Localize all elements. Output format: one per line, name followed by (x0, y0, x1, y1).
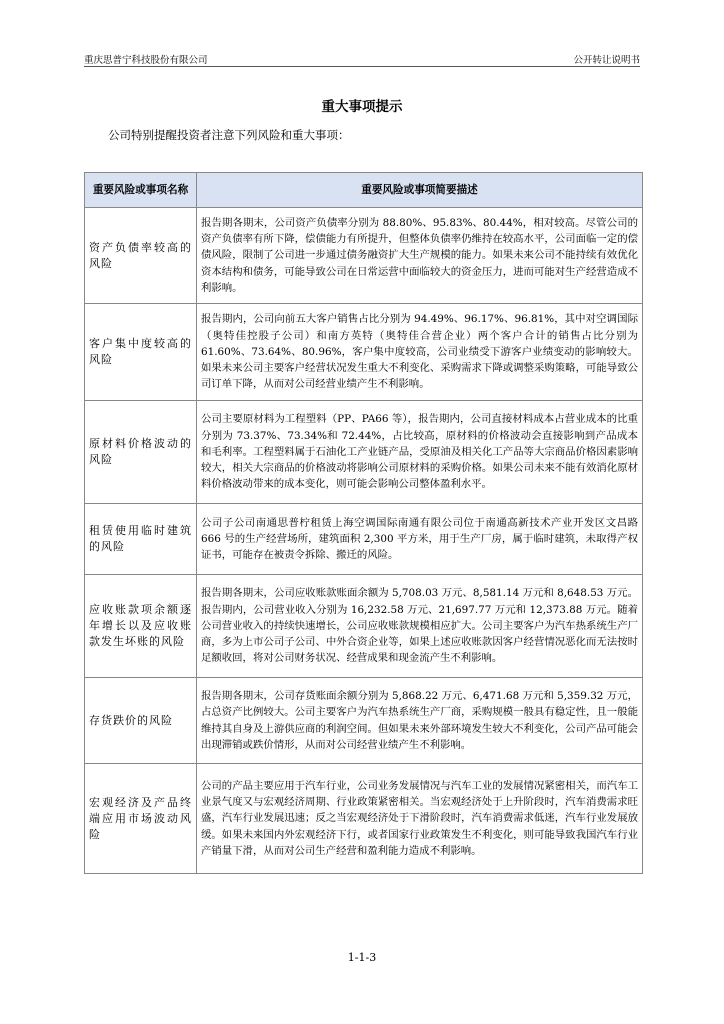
intro-text: 公司特别提醒投资者注意下列风险和重大事项： (108, 128, 350, 142)
risk-description: 报告期各期末，公司资产负债率分别为 88.80%、95.83%、80.44%，相对较高。尽管公司的资产负债率有所下降，偿债能力有所提升，但整体负债率仍维持在较高水平，公司面临一定的偿债风险，限制了公司进一步通过债务融资扩大生产规模的能力。如果未来公司不能持续有效优化资本结构和债务，可能导致公司在日常运营中面临较大的资金压力，进而可能对生产经营造成不利影响。 (197, 208, 643, 304)
table-row (85, 504, 643, 575)
table-header-row (85, 173, 643, 208)
header-company-name: 重庆思普宁科技股份有限公司 (84, 55, 208, 66)
column-header-name: 重要风险或事项名称 (85, 173, 197, 208)
risk-description: 公司的产品主要应用于汽车行业，公司业务发展情况与汽车工业的发展情况紧密相关，而汽车工业景气度又与宏观经济周期、行业政策紧密相关。当宏观经济处于上升阶段时，汽车消费需求旺盛，汽车行业发展迅速；反之当宏观经济处于下滑阶段时，汽车消费需求低迷，汽车行业发展放缓。如果未来国内外宏观经济下行，或者国家行业政策发生不利变化，则可能导致我国汽车行业产销量下滑，从而对公司生产经营和盈利能力造成不利影响。 (197, 764, 643, 874)
page-header (84, 52, 640, 67)
header-document-type: 公开转让说明书 (573, 55, 640, 66)
table-row (85, 401, 643, 504)
risk-name: 存货跌价的风险 (85, 678, 197, 764)
table-row (85, 304, 643, 401)
table-row (85, 764, 643, 874)
risk-description: 报告期各期末，公司存货账面余额分别为 5,868.22 万元、6,471.68 万元和 5,359.32 万元，占总资产比例较大。公司主要客户为汽车热系统生产厂商，采购规模一般具有稳定性，且一般能维持其自身及上游供应商的利润空间。但如果未来外部环境发生较大不利变化，公司产品可能会出现滞销或跌价情形，从而对公司经营业绩产生不利影响。 (197, 678, 643, 764)
column-header-description: 重要风险或事项简要描述 (197, 173, 643, 208)
table-row (85, 678, 643, 764)
table-row (85, 575, 643, 678)
risk-description: 报告期内，公司向前五大客户销售占比分别为 94.49%、96.17%、96.81%，其中对空调国际（奥特佳控股子公司）和南方英特（奥特佳合营企业）两个客户合计的销售占比分别为 61.60%、73.64%、80.96%，客户集中度较高，公司业绩受下游客户业绩变动的影响较大。如果未来公司主要客户经营状况发生重大不利变化、采购需求下降或调整采购策略，可能导致公司订单下降，从而对公司经营业绩产生不利影响。 (197, 304, 643, 401)
risk-table (84, 172, 643, 874)
risk-name: 租赁使用临时建筑的风险 (85, 504, 197, 575)
page-number: 1-1-3 (347, 951, 377, 964)
risk-name: 应收账款项余额逐年增长以及应收账款发生坏账的风险 (85, 575, 197, 678)
risk-description: 报告期各期末，公司应收账款账面余额为 5,708.03 万元、8,581.14 万元和 8,648.53 万元。报告期内，公司营业收入分别为 16,232.58 万元、21,697.77 万元和 12,373.88 万元。随着公司营业收入的持续快速增长，公司应收账款规模相应扩大。公司主要客户为汽车热系统生产厂商，多为上市公司子公司、中外合资企业等，如果上述应收账款因客户经营情况恶化而无法按时足额收回，将对公司财务状况、经营成果和现金流产生不利影响。 (197, 575, 643, 678)
risk-description: 公司子公司南通思普柠租赁上海空调国际南通有限公司位于南通高新技术产业开发区文昌路 666 号的生产经营场所，建筑面积 2,300 平方米，用于生产厂房，属于临时建筑，未取得产权证书，可能存在被责令拆除、搬迁的风险。 (197, 504, 643, 575)
risk-description: 公司主要原材料为工程塑料（PP、PA66 等），报告期内，公司直接材料成本占营业成本的比重分别为 73.37%、73.34%和 72.44%，占比较高，原材料的价格波动会直接影响到产品成本和毛利率。工程塑料属于石油化工产业链产品，受原油及相关化工产品等大宗商品价格因素影响较大，相关大宗商品的价格波动将影响公司原材料的采购价格。如果公司未来不能有效消化原材料价格波动带来的成本变化，则可能会影响公司整体盈利水平。 (197, 401, 643, 504)
risk-name: 原材料价格波动的风险 (85, 401, 197, 504)
table-row (85, 208, 643, 304)
page-title: 重大事项提示 (321, 99, 403, 115)
risk-name: 宏观经济及产品终端应用市场波动风险 (85, 764, 197, 874)
risk-name: 客户集中度较高的风险 (85, 304, 197, 401)
risk-name: 资产负债率较高的风险 (85, 208, 197, 304)
